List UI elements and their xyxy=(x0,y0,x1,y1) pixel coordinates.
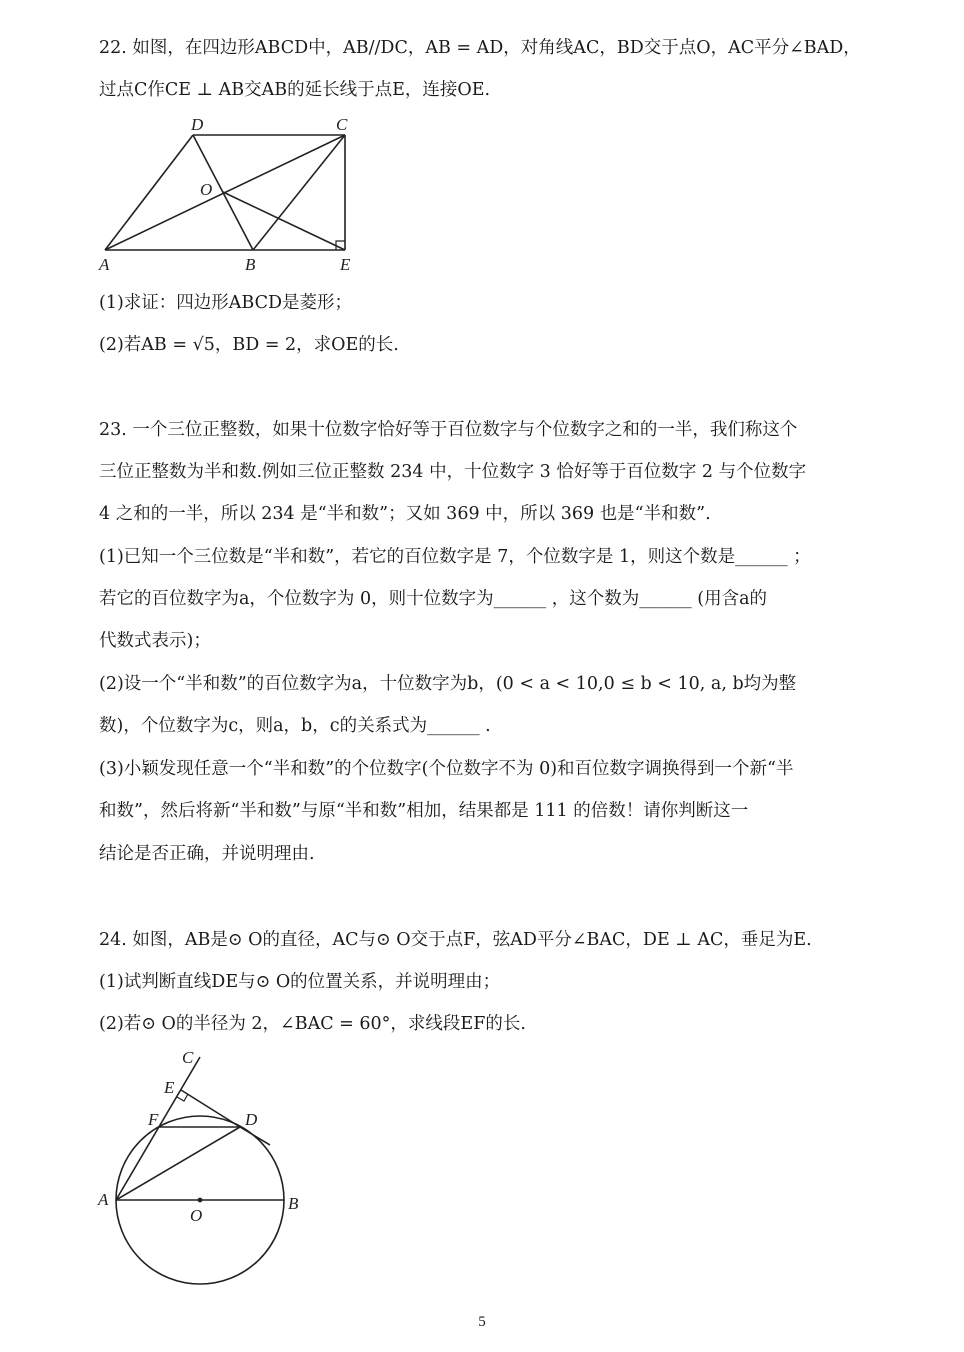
line-ED xyxy=(181,1090,240,1127)
label-O: O xyxy=(200,180,213,199)
q22-line-1: 22. 如图，在四边形ABCD中，AB//DC，AB = AD，对角线AC，BD交于点O，AC平分∠BAD， xyxy=(99,38,861,58)
page-number: 5 xyxy=(478,1314,486,1330)
label-B: B xyxy=(245,255,256,274)
q24-figure xyxy=(90,1045,320,1295)
q23-line-2: 三位正整数为半和数.例如三位正整数 234 中，十位数字 3 恰好等于百位数字 2 与个位数字 xyxy=(99,462,807,482)
label-C: C xyxy=(336,115,348,134)
q22-part-2: (2)若AB = √5，BD = 2，求OE的长. xyxy=(99,335,399,355)
q24-line-1: 24. 如图，AB是⊙ O的直径，AC与⊙ O交于点F，弦AD平分∠BAC，DE ⊥ AC，垂足为E. xyxy=(99,930,812,950)
line-AD xyxy=(105,135,193,250)
q23-part-1-line-1: (1)已知一个三位数是“半和数”，若它的百位数字是 7，个位数字是 1，则这个数是______ ； xyxy=(99,547,811,567)
label-E: E xyxy=(164,1078,175,1097)
q23-part-1-line-3: 代数式表示)； xyxy=(99,631,211,651)
label-B: B xyxy=(288,1194,299,1213)
tangent-extension xyxy=(240,1127,270,1145)
label-D: D xyxy=(191,115,204,134)
right-angle-mark xyxy=(177,1094,188,1101)
label-A: A xyxy=(99,255,110,274)
chord-AD xyxy=(116,1127,240,1200)
label-D: D xyxy=(245,1110,258,1129)
q23-line-3: 4 之和的一半，所以 234 是“半和数”；又如 369 中，所以 369 也是“半和数”. xyxy=(99,504,711,524)
q23-part-3-line-2: 和数”，然后将新“半和数”与原“半和数”相加，结果都是 111 的倍数！请你判断这一 xyxy=(99,801,749,821)
q24-part-1: (1)试判断直线DE与⊙ O的位置关系，并说明理由； xyxy=(99,972,501,992)
q23-part-2-line-1: (2)设一个“半和数”的百位数字为a，十位数字为b，(0 < a < 10,0 ≤ b < 10, a, b均为整 xyxy=(99,674,797,694)
q22-figure xyxy=(95,110,365,280)
label-A: A xyxy=(98,1190,109,1209)
center-dot xyxy=(198,1198,203,1203)
q23-line-1: 23. 一个三位正整数，如果十位数字恰好等于百位数字与个位数字之和的一半，我们称这个 xyxy=(99,420,798,440)
q23-part-3-line-3: 结论是否正确，并说明理由. xyxy=(99,844,315,864)
q22-line-2: 过点C作CE ⊥ AB交AB的延长线于点E，连接OE. xyxy=(99,80,491,100)
line-OE xyxy=(223,192,345,250)
q23-part-1-line-2: 若它的百位数字为a，个位数字为 0，则十位数字为______ ，这个数为______ (用含a的 xyxy=(99,589,768,609)
label-E: E xyxy=(340,255,351,274)
label-C: C xyxy=(182,1048,194,1067)
q23-part-2-line-2: 数)，个位数字为c，则a，b，c的关系式为______ . xyxy=(99,716,491,736)
q23-part-3-line-1: (3)小颖发现任意一个“半和数”的个位数字(个位数字不为 0)和百位数字调换得到一个新“半 xyxy=(99,759,794,779)
q24-part-2: (2)若⊙ O的半径为 2，∠BAC = 60°，求线段EF的长. xyxy=(99,1014,526,1034)
label-F: F xyxy=(148,1110,159,1129)
q22-part-1: (1)求证：四边形ABCD是菱形； xyxy=(99,293,353,313)
label-O: O xyxy=(190,1206,203,1225)
line-BC xyxy=(253,135,345,250)
